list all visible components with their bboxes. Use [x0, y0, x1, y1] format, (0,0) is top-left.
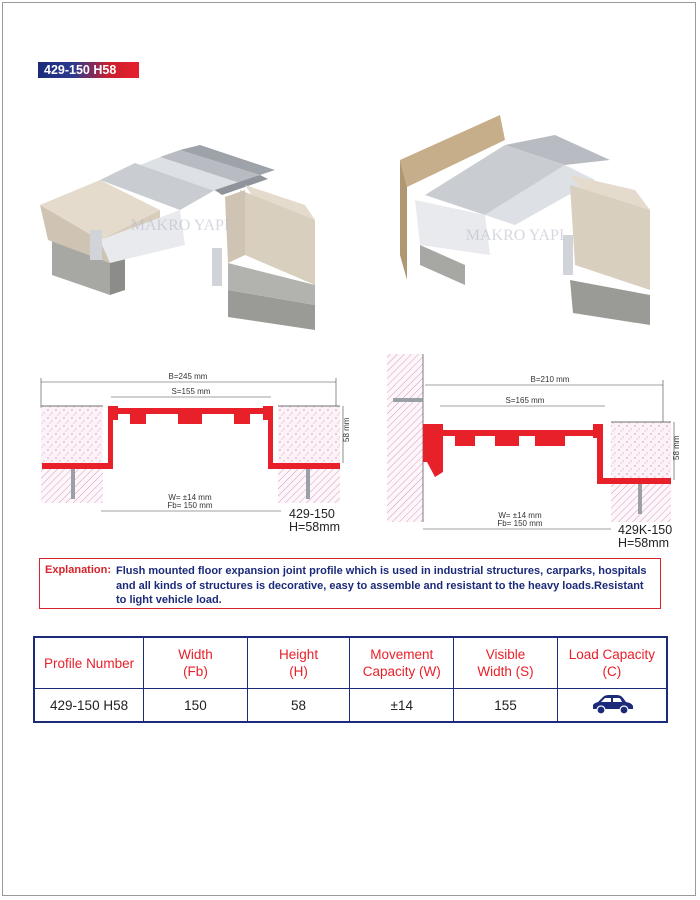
- b-dimension-label: B=210 mm: [530, 375, 570, 384]
- watermark-text: MAKRO YAPI: [465, 227, 565, 244]
- explanation-text: Flush mounted floor expansion joint profile which is used in industrial structures, carparks, hospitals and all kinds of structures is decorative, easy to assemble and resistant to the heavy loads.Resistant to light vehicle load.: [116, 565, 647, 606]
- section-drawing-right: [385, 352, 680, 532]
- header-visible-width: Visible Width (S): [454, 637, 558, 689]
- model-label-left: [289, 508, 340, 534]
- header-width: Width (Fb): [144, 637, 248, 689]
- table-row: [34, 689, 667, 723]
- cell-width: 150: [144, 689, 248, 723]
- b-dimension-label: B=245 mm: [168, 372, 208, 381]
- model-height: H=58mm: [289, 520, 341, 534]
- cell-load-capacity: [557, 689, 667, 723]
- h-dimension-label: 58 mm: [342, 417, 351, 442]
- header-movement: Movement Capacity (W): [350, 637, 454, 689]
- explanation-label: Explanation:: [45, 564, 112, 576]
- header-profile-number: Profile Number: [34, 637, 144, 689]
- car-icon: [589, 694, 635, 716]
- product-code-tag: 429-150 H58: [38, 62, 139, 78]
- header-load-capacity: Load Capacity (C): [557, 637, 667, 689]
- model-number: 429-150: [289, 507, 335, 521]
- explanation-box: [39, 558, 661, 609]
- watermark-text: MAKRO YAPI: [130, 217, 230, 234]
- w-dimension-label: W= ±14 mm: [498, 511, 542, 520]
- cell-movement: ±14: [350, 689, 454, 723]
- table-header-row: [34, 637, 667, 689]
- s-dimension-label: S=165 mm: [505, 396, 545, 405]
- w-dimension-label: W= ±14 mm: [168, 493, 212, 502]
- header-height: Height (H): [247, 637, 350, 689]
- section-drawing-left: [38, 368, 353, 518]
- fb-dimension-label: Fb= 150 mm: [497, 519, 543, 528]
- h-dimension-label: 58 mm: [672, 435, 681, 460]
- render-wall-joint: [395, 115, 655, 325]
- model-label-right: [618, 524, 672, 550]
- s-dimension-label: S=155 mm: [171, 387, 211, 396]
- fb-dimension-label: Fb= 150 mm: [167, 501, 213, 510]
- model-number: 429K-150: [618, 523, 673, 537]
- cell-visible-width: 155: [454, 689, 558, 723]
- spec-table: [33, 636, 668, 723]
- render-floor-joint: [40, 145, 315, 330]
- cell-height: 58: [247, 689, 350, 723]
- cell-profile-number: 429-150 H58: [34, 689, 144, 723]
- model-height: H=58mm: [618, 536, 670, 550]
